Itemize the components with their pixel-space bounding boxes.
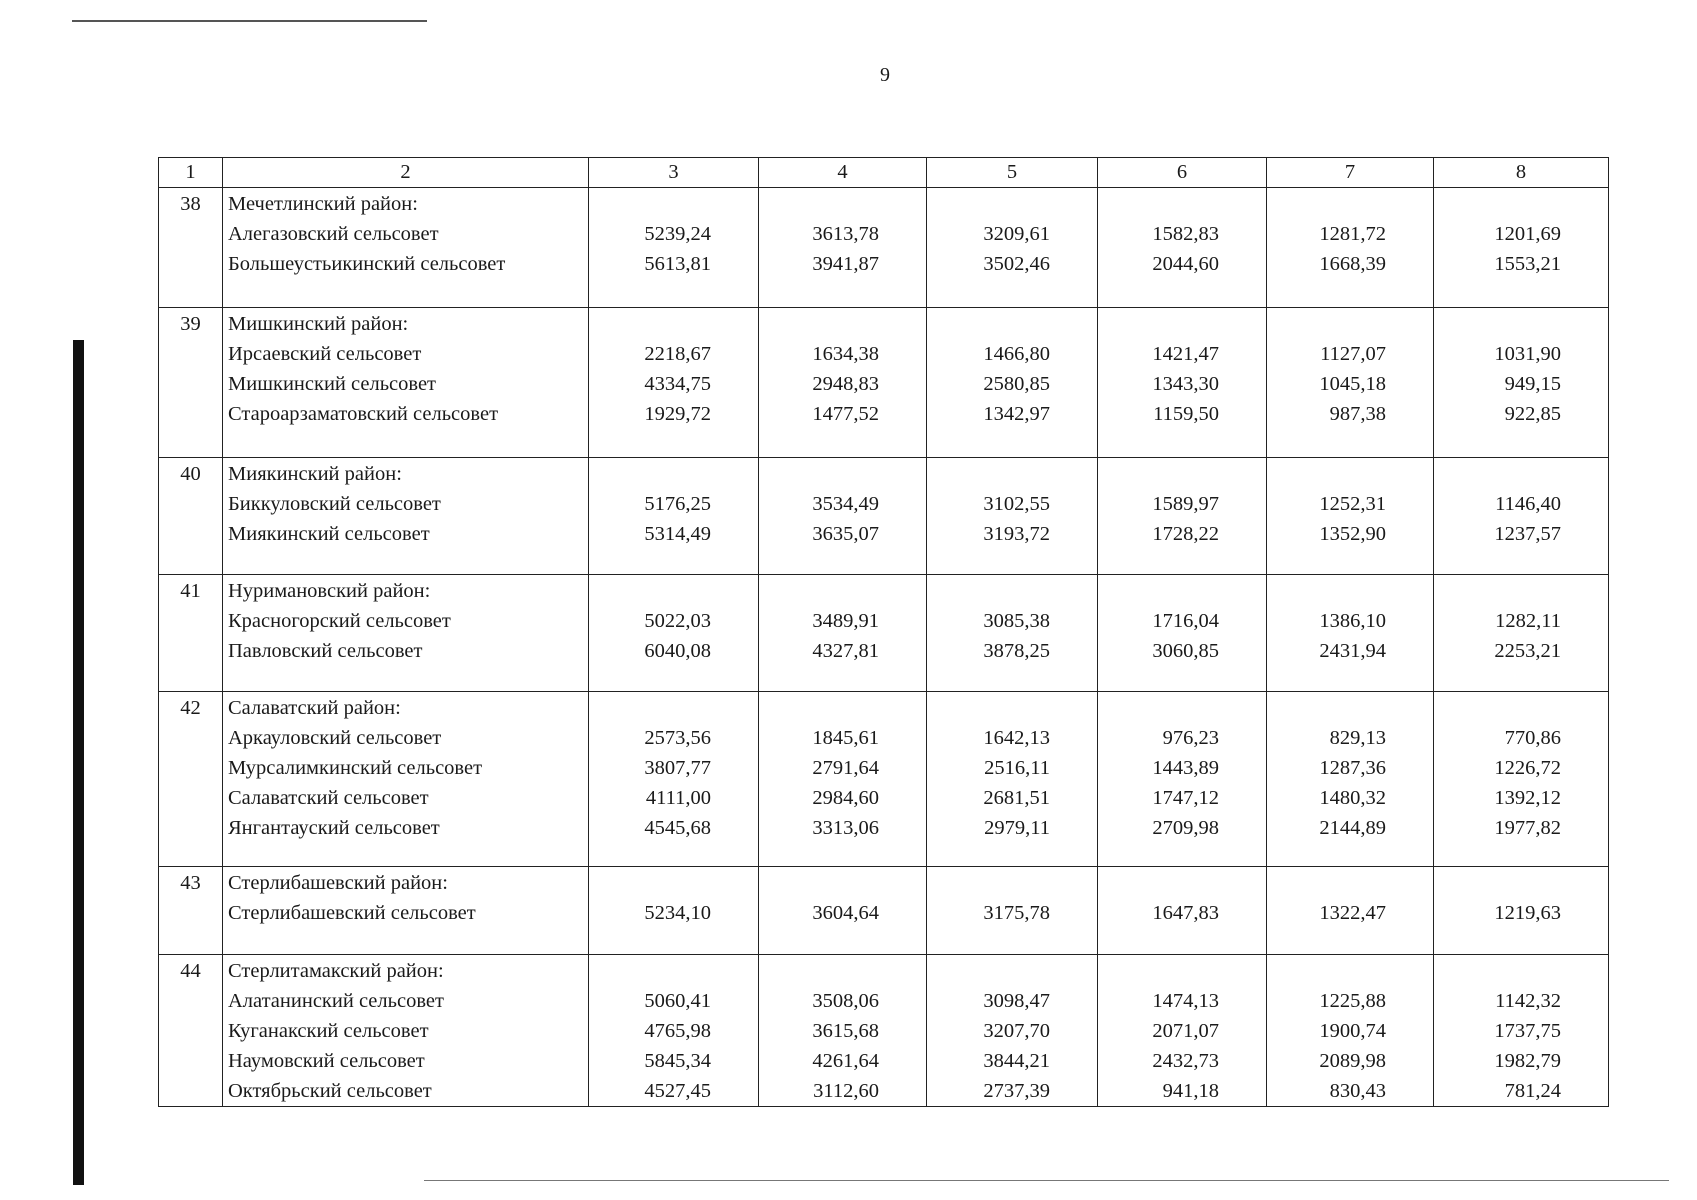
blank-line bbox=[1098, 576, 1219, 606]
blank-line bbox=[759, 459, 879, 489]
value-cell: 1219,63 bbox=[1494, 902, 1561, 924]
value-cell: 1582,83 bbox=[1152, 223, 1219, 245]
value-column-4 bbox=[759, 692, 927, 867]
value-cell: 2979,11 bbox=[984, 817, 1050, 839]
names-cell bbox=[223, 458, 589, 575]
value-cell: 4527,45 bbox=[644, 1080, 711, 1102]
value-cell: 1237,57 bbox=[1494, 523, 1561, 545]
settlement-name: Алегазовский сельсовет bbox=[228, 223, 439, 245]
value-cell: 770,86 bbox=[1504, 727, 1561, 749]
value-cell: 987,38 bbox=[1329, 403, 1386, 425]
value-cell: 3313,06 bbox=[812, 817, 879, 839]
value-cell: 1146,40 bbox=[1495, 493, 1561, 515]
value-cell: 830,43 bbox=[1329, 1080, 1386, 1102]
value-cell: 3844,21 bbox=[983, 1050, 1050, 1072]
blank-line bbox=[759, 693, 879, 723]
names-cell bbox=[223, 867, 589, 955]
value-cell: 3941,87 bbox=[812, 253, 879, 275]
settlement-name: Аркауловский сельсовет bbox=[228, 727, 442, 749]
names-cell bbox=[223, 308, 589, 458]
blank-line bbox=[1267, 459, 1386, 489]
value-cell: 3615,68 bbox=[812, 1020, 879, 1042]
value-cell: 2071,07 bbox=[1152, 1020, 1219, 1042]
value-cell: 3209,61 bbox=[983, 223, 1050, 245]
blank-line bbox=[1267, 189, 1386, 219]
settlement-name: Ирсаевский сельсовет bbox=[228, 343, 422, 365]
value-cell: 1322,47 bbox=[1319, 902, 1386, 924]
names-cell bbox=[223, 955, 589, 1107]
blank-line bbox=[927, 189, 1050, 219]
value-cell: 1728,22 bbox=[1152, 523, 1219, 545]
value-cell: 1386,10 bbox=[1319, 610, 1386, 632]
settlement-name: Мишкинский сельсовет bbox=[228, 373, 437, 395]
value-column-7 bbox=[1267, 308, 1434, 458]
value-cell: 2791,64 bbox=[812, 757, 879, 779]
value-cell: 1392,12 bbox=[1494, 787, 1561, 809]
value-column-3 bbox=[589, 188, 759, 308]
scan-binding-shadow bbox=[73, 340, 84, 1185]
value-column-3 bbox=[589, 458, 759, 575]
settlement-name: Куганакский сельсовет bbox=[228, 1020, 429, 1042]
column-header: 8 bbox=[1434, 158, 1609, 188]
names-cell bbox=[223, 692, 589, 867]
value-cell: 1480,32 bbox=[1319, 787, 1386, 809]
value-cell: 3098,47 bbox=[983, 990, 1050, 1012]
value-column-3 bbox=[589, 308, 759, 458]
value-column-3 bbox=[589, 692, 759, 867]
blank-line bbox=[1434, 309, 1561, 339]
column-number-row bbox=[159, 158, 1609, 188]
district-group-row bbox=[159, 308, 1609, 458]
value-cell: 2709,98 bbox=[1152, 817, 1219, 839]
blank-line bbox=[927, 459, 1050, 489]
value-cell: 5613,81 bbox=[644, 253, 711, 275]
value-cell: 1287,36 bbox=[1319, 757, 1386, 779]
value-cell: 1747,12 bbox=[1152, 787, 1219, 809]
blank-line bbox=[589, 576, 711, 606]
value-cell: 1282,11 bbox=[1495, 610, 1561, 632]
value-cell: 1045,18 bbox=[1319, 373, 1386, 395]
table-body bbox=[159, 158, 1609, 1107]
value-cell: 5060,41 bbox=[644, 990, 711, 1012]
blank-line bbox=[1098, 693, 1219, 723]
district-name: Мишкинский район: bbox=[228, 313, 409, 335]
value-column-5 bbox=[927, 867, 1098, 955]
value-cell: 1127,07 bbox=[1320, 343, 1386, 365]
value-cell: 922,85 bbox=[1504, 403, 1561, 425]
column-header: 1 bbox=[159, 158, 223, 188]
blank-line bbox=[759, 189, 879, 219]
value-cell: 3112,60 bbox=[813, 1080, 879, 1102]
value-column-7 bbox=[1267, 458, 1434, 575]
scan-edge-line bbox=[72, 20, 427, 22]
blank-line bbox=[759, 956, 879, 986]
district-name: Миякинский район: bbox=[228, 463, 402, 485]
blank-line bbox=[1098, 309, 1219, 339]
value-column-5 bbox=[927, 955, 1098, 1107]
row-number: 41 bbox=[159, 575, 223, 692]
value-cell: 829,13 bbox=[1329, 727, 1386, 749]
blank-line bbox=[759, 309, 879, 339]
value-cell: 5239,24 bbox=[644, 223, 711, 245]
value-column-7 bbox=[1267, 867, 1434, 955]
row-number: 42 bbox=[159, 692, 223, 867]
row-number: 38 bbox=[159, 188, 223, 308]
value-column-8 bbox=[1434, 575, 1609, 692]
value-column-3 bbox=[589, 955, 759, 1107]
value-cell: 941,18 bbox=[1162, 1080, 1219, 1102]
value-cell: 1352,90 bbox=[1319, 523, 1386, 545]
value-cell: 1201,69 bbox=[1494, 223, 1561, 245]
value-cell: 1929,72 bbox=[644, 403, 711, 425]
district-name: Мечетлинский район: bbox=[228, 193, 418, 215]
blank-line bbox=[589, 189, 711, 219]
value-column-5 bbox=[927, 575, 1098, 692]
value-column-7 bbox=[1267, 955, 1434, 1107]
value-cell: 2573,56 bbox=[644, 727, 711, 749]
value-cell: 5314,49 bbox=[644, 523, 711, 545]
blank-line bbox=[1267, 693, 1386, 723]
value-column-7 bbox=[1267, 188, 1434, 308]
value-cell: 1977,82 bbox=[1494, 817, 1561, 839]
value-column-8 bbox=[1434, 188, 1609, 308]
value-cell: 2516,11 bbox=[984, 757, 1050, 779]
blank-line bbox=[1267, 868, 1386, 898]
value-cell: 2580,85 bbox=[983, 373, 1050, 395]
value-cell: 2737,39 bbox=[983, 1080, 1050, 1102]
value-cell: 1474,13 bbox=[1152, 990, 1219, 1012]
data-table bbox=[158, 157, 1609, 1107]
value-column-6 bbox=[1098, 308, 1267, 458]
value-cell: 3534,49 bbox=[812, 493, 879, 515]
row-number: 44 bbox=[159, 955, 223, 1107]
value-column-6 bbox=[1098, 575, 1267, 692]
value-cell: 3102,55 bbox=[983, 493, 1050, 515]
value-cell: 1159,50 bbox=[1153, 403, 1219, 425]
row-number: 40 bbox=[159, 458, 223, 575]
district-name: Стерлибашевский район: bbox=[228, 872, 448, 894]
value-cell: 2984,60 bbox=[812, 787, 879, 809]
value-cell: 949,15 bbox=[1504, 373, 1561, 395]
value-cell: 1281,72 bbox=[1319, 223, 1386, 245]
value-cell: 3193,72 bbox=[983, 523, 1050, 545]
value-cell: 1634,38 bbox=[812, 343, 879, 365]
row-number: 43 bbox=[159, 867, 223, 955]
blank-line bbox=[927, 956, 1050, 986]
blank-line bbox=[1267, 576, 1386, 606]
settlement-name: Мурсалимкинский сельсовет bbox=[228, 757, 483, 779]
value-column-3 bbox=[589, 867, 759, 955]
value-column-5 bbox=[927, 308, 1098, 458]
blank-line bbox=[1098, 868, 1219, 898]
value-column-4 bbox=[759, 188, 927, 308]
value-column-8 bbox=[1434, 955, 1609, 1107]
value-column-3 bbox=[589, 575, 759, 692]
settlement-name: Стерлибашевский сельсовет bbox=[228, 902, 476, 924]
value-cell: 1845,61 bbox=[812, 727, 879, 749]
blank-line bbox=[927, 309, 1050, 339]
value-cell: 4111,00 bbox=[645, 787, 711, 809]
value-column-4 bbox=[759, 867, 927, 955]
settlement-name: Октябрьский сельсовет bbox=[228, 1080, 432, 1102]
district-group-row bbox=[159, 955, 1609, 1107]
value-cell: 1226,72 bbox=[1494, 757, 1561, 779]
value-cell: 1466,80 bbox=[983, 343, 1050, 365]
value-cell: 2253,21 bbox=[1494, 640, 1561, 662]
blank-line bbox=[589, 868, 711, 898]
district-name: Стерлитамакский район: bbox=[228, 960, 444, 982]
value-cell: 1252,31 bbox=[1319, 493, 1386, 515]
column-header: 5 bbox=[927, 158, 1098, 188]
value-cell: 1142,32 bbox=[1495, 990, 1561, 1012]
value-column-6 bbox=[1098, 188, 1267, 308]
value-cell: 3878,25 bbox=[983, 640, 1050, 662]
blank-line bbox=[1267, 309, 1386, 339]
value-cell: 5176,25 bbox=[644, 493, 711, 515]
value-cell: 4327,81 bbox=[812, 640, 879, 662]
value-cell: 1342,97 bbox=[983, 403, 1050, 425]
names-cell bbox=[223, 575, 589, 692]
value-cell: 1477,52 bbox=[812, 403, 879, 425]
value-cell: 5845,34 bbox=[644, 1050, 711, 1072]
settlement-name: Салаватский сельсовет bbox=[228, 787, 429, 809]
value-cell: 3604,64 bbox=[812, 902, 879, 924]
value-cell: 2432,73 bbox=[1152, 1050, 1219, 1072]
blank-line bbox=[1434, 868, 1561, 898]
column-header: 4 bbox=[759, 158, 927, 188]
value-cell: 1982,79 bbox=[1494, 1050, 1561, 1072]
column-header: 6 bbox=[1098, 158, 1267, 188]
value-cell: 1647,83 bbox=[1152, 902, 1219, 924]
district-group-row bbox=[159, 867, 1609, 955]
value-cell: 1668,39 bbox=[1319, 253, 1386, 275]
value-column-6 bbox=[1098, 867, 1267, 955]
district-name: Нуримановский район: bbox=[228, 580, 431, 602]
value-cell: 1031,90 bbox=[1494, 343, 1561, 365]
district-group-row bbox=[159, 188, 1609, 308]
value-cell: 781,24 bbox=[1504, 1080, 1561, 1102]
district-group-row bbox=[159, 458, 1609, 575]
value-cell: 5234,10 bbox=[644, 902, 711, 924]
value-cell: 4334,75 bbox=[644, 373, 711, 395]
value-column-6 bbox=[1098, 458, 1267, 575]
value-cell: 1225,88 bbox=[1319, 990, 1386, 1012]
value-cell: 3060,85 bbox=[1152, 640, 1219, 662]
page-number: 9 bbox=[880, 64, 890, 86]
value-cell: 2681,51 bbox=[983, 787, 1050, 809]
value-column-4 bbox=[759, 575, 927, 692]
value-cell: 1589,97 bbox=[1152, 493, 1219, 515]
value-column-6 bbox=[1098, 955, 1267, 1107]
value-cell: 2144,89 bbox=[1319, 817, 1386, 839]
settlement-name: Янгантауский сельсовет bbox=[228, 817, 440, 839]
value-cell: 1421,47 bbox=[1152, 343, 1219, 365]
blank-line bbox=[1434, 956, 1561, 986]
value-cell: 2089,98 bbox=[1319, 1050, 1386, 1072]
settlement-name: Миякинский сельсовет bbox=[228, 523, 430, 545]
settlement-name: Большеустьикинский сельсовет bbox=[228, 253, 506, 275]
value-cell: 976,23 bbox=[1162, 727, 1219, 749]
value-cell: 5022,03 bbox=[644, 610, 711, 632]
value-cell: 3207,70 bbox=[983, 1020, 1050, 1042]
value-column-5 bbox=[927, 692, 1098, 867]
value-cell: 1642,13 bbox=[983, 727, 1050, 749]
settlement-name: Биккуловский сельсовет bbox=[228, 493, 441, 515]
blank-line bbox=[1098, 189, 1219, 219]
row-number: 39 bbox=[159, 308, 223, 458]
value-column-7 bbox=[1267, 575, 1434, 692]
blank-line bbox=[589, 459, 711, 489]
value-column-5 bbox=[927, 458, 1098, 575]
settlement-name: Павловский сельсовет bbox=[228, 640, 423, 662]
blank-line bbox=[759, 576, 879, 606]
value-cell: 1343,30 bbox=[1152, 373, 1219, 395]
blank-line bbox=[589, 309, 711, 339]
blank-line bbox=[927, 868, 1050, 898]
value-cell: 2044,60 bbox=[1152, 253, 1219, 275]
district-group-row bbox=[159, 575, 1609, 692]
blank-line bbox=[589, 693, 711, 723]
column-header: 2 bbox=[223, 158, 589, 188]
value-cell: 3508,06 bbox=[812, 990, 879, 1012]
settlement-name: Красногорский сельсовет bbox=[228, 610, 451, 632]
column-header: 3 bbox=[589, 158, 759, 188]
value-cell: 3635,07 bbox=[812, 523, 879, 545]
value-cell: 4261,64 bbox=[812, 1050, 879, 1072]
value-cell: 2431,94 bbox=[1319, 640, 1386, 662]
value-cell: 1716,04 bbox=[1152, 610, 1219, 632]
blank-line bbox=[927, 693, 1050, 723]
value-cell: 1900,74 bbox=[1319, 1020, 1386, 1042]
blank-line bbox=[1434, 459, 1561, 489]
value-cell: 1553,21 bbox=[1494, 253, 1561, 275]
value-column-8 bbox=[1434, 308, 1609, 458]
blank-line bbox=[927, 576, 1050, 606]
value-cell: 3613,78 bbox=[812, 223, 879, 245]
value-column-8 bbox=[1434, 458, 1609, 575]
value-column-7 bbox=[1267, 692, 1434, 867]
district-group-row bbox=[159, 692, 1609, 867]
blank-line bbox=[1434, 693, 1561, 723]
scan-edge-line bbox=[424, 1180, 1669, 1181]
blank-line bbox=[1098, 459, 1219, 489]
blank-line bbox=[759, 868, 879, 898]
blank-line bbox=[589, 956, 711, 986]
blank-line bbox=[1267, 956, 1386, 986]
blank-line bbox=[1434, 576, 1561, 606]
value-cell: 3175,78 bbox=[983, 902, 1050, 924]
blank-line bbox=[1434, 189, 1561, 219]
value-cell: 6040,08 bbox=[644, 640, 711, 662]
value-cell: 2948,83 bbox=[812, 373, 879, 395]
value-column-4 bbox=[759, 955, 927, 1107]
names-cell bbox=[223, 188, 589, 308]
value-cell: 3489,91 bbox=[812, 610, 879, 632]
value-cell: 3807,77 bbox=[644, 757, 711, 779]
value-cell: 4765,98 bbox=[644, 1020, 711, 1042]
value-column-5 bbox=[927, 188, 1098, 308]
value-column-8 bbox=[1434, 692, 1609, 867]
value-cell: 3085,38 bbox=[983, 610, 1050, 632]
settlement-name: Наумовский сельсовет bbox=[228, 1050, 425, 1072]
value-column-4 bbox=[759, 458, 927, 575]
value-column-4 bbox=[759, 308, 927, 458]
value-cell: 4545,68 bbox=[644, 817, 711, 839]
value-cell: 1443,89 bbox=[1152, 757, 1219, 779]
district-name: Салаватский район: bbox=[228, 697, 401, 719]
value-cell: 3502,46 bbox=[983, 253, 1050, 275]
settlement-name: Алатанинский сельсовет bbox=[228, 990, 444, 1012]
column-header: 7 bbox=[1267, 158, 1434, 188]
value-cell: 2218,67 bbox=[644, 343, 711, 365]
value-cell: 1737,75 bbox=[1494, 1020, 1561, 1042]
value-column-6 bbox=[1098, 692, 1267, 867]
settlement-name: Староарзаматовский сельсовет bbox=[228, 403, 499, 425]
blank-line bbox=[1098, 956, 1219, 986]
value-column-8 bbox=[1434, 867, 1609, 955]
